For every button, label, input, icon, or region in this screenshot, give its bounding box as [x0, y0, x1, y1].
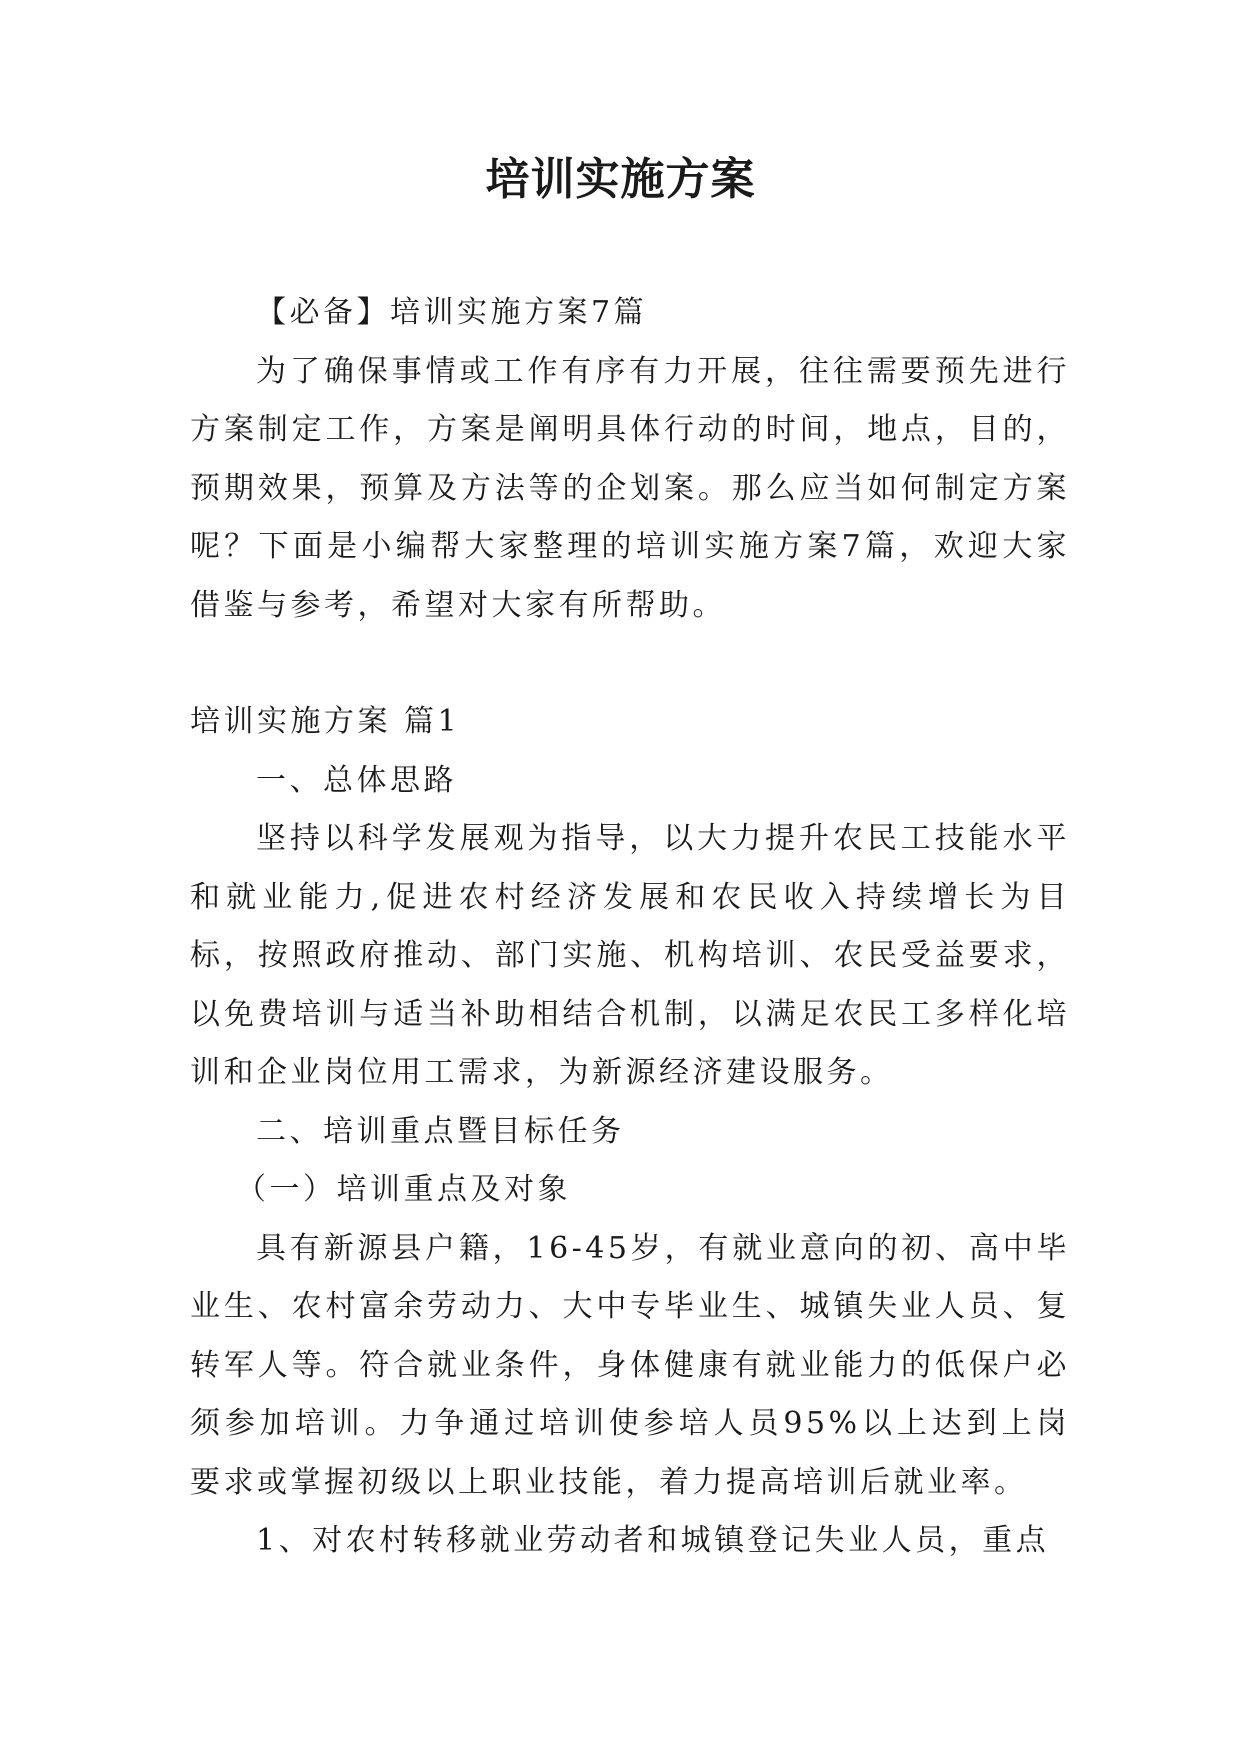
heading-training-focus: 二、培训重点暨目标任务	[256, 1113, 625, 1149]
section-heading-part-1: 培训实施方案 篇1	[190, 704, 461, 739]
paragraph-overall-idea: 坚持以科学发展观为指导，以大力提升农民工技能水平和就业能力,促进农村经济发展和农民收入持续增长为目标，按照政府推动、部门实施、机构培训、农民受益要求，以免费培训与适当补助相结合机制，以满足农民工多样化培训和企业岗位用工需求，为新源经济建设服务。	[190, 821, 1070, 1090]
list-item-1: 1、对农村转移就业劳动者和城镇登记失业人员，重点	[256, 1523, 1050, 1558]
intro-paragraph: 为了确保事情或工作有序有力开展，往往需要预先进行方案制定工作，方案是阐明具体行动的时间，地点，目的，预期效果，预算及方法等的企划案。那么应当如何制定方案呢？下面是小编帮大家整理的培训实施方案7篇，欢迎大家借鉴与参考，希望对大家有所帮助。	[190, 353, 1070, 623]
subtitle-line: 【必备】培训实施方案7篇	[256, 295, 648, 330]
spacer	[190, 635, 1070, 693]
subheading-focus-and-targets: （一）培训重点及对象	[236, 1172, 571, 1207]
document-body	[190, 284, 1070, 1571]
heading-overall-idea: 一、总体思路	[256, 762, 457, 798]
document-title: 培训实施方案	[485, 154, 756, 205]
paragraph-targets: 具有新源县户籍，16-45岁，有就业意向的初、高中毕业生、农村富余劳动力、大中专毕业生、城镇失业人员、复转军人等。符合就业条件，身体健康有就业能力的低保户必须参加培训。力争通过培训使参培人员95%以上达到上岗要求或掌握初级以上职业技能，着力提高培训后就业率。	[190, 1230, 1070, 1500]
